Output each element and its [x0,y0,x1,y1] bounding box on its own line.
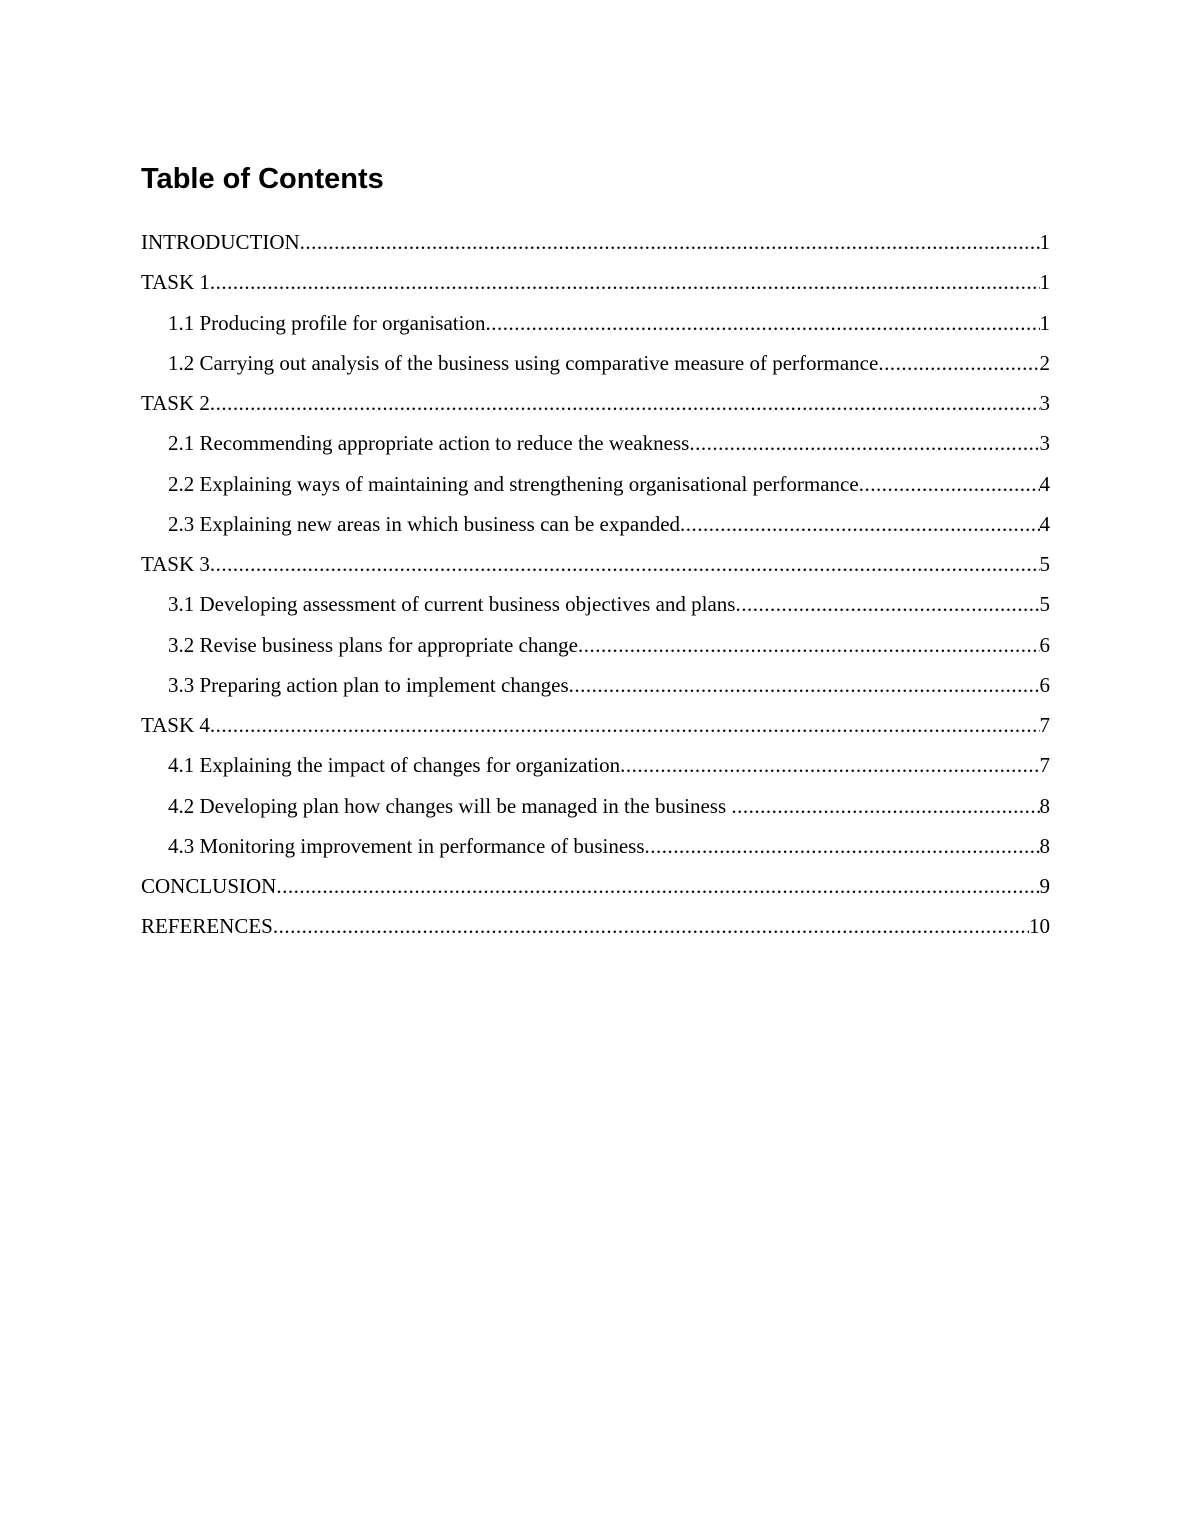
toc-entry-conclusion[interactable] [141,872,1050,912]
toc-dot-leader [276,872,1039,901]
toc-entry-2-2[interactable] [141,470,1050,510]
toc-dot-leader [578,631,1040,660]
toc-page-number: 4 [1039,471,1050,496]
toc-entry-label: 4.3 Monitoring improvement in performance of business [168,833,645,858]
toc-dot-leader [680,510,1039,539]
toc-entry-4-2[interactable] [141,792,1050,832]
toc-dot-leader [210,389,1040,418]
toc-page-number: 2 [1039,350,1050,375]
toc-dot-leader [485,309,1039,338]
toc-page-number: 10 [1029,914,1050,939]
toc-entry-label: 3.3 Preparing action plan to implement changes [168,672,569,697]
toc-page-number: 1 [1039,270,1050,295]
toc-page-number: 4 [1039,511,1050,536]
toc-entry-1-1[interactable] [141,309,1050,349]
toc-dot-leader [878,349,1039,378]
toc-page-number: 8 [1039,793,1050,818]
toc-entry-label: REFERENCES [141,914,273,939]
toc-entry-label: 2.1 Recommending appropriate action to reduce the weakness [168,431,690,456]
toc-page-number: 8 [1039,833,1050,858]
toc-dot-leader [210,550,1040,579]
toc-entry-3-1[interactable] [141,590,1050,630]
toc-heading: Table of Contents [141,163,384,195]
toc-dot-leader [569,671,1040,700]
toc-entry-3-2[interactable] [141,631,1050,671]
toc-page-number: 6 [1039,672,1050,697]
toc-page-number: 5 [1039,552,1050,576]
toc-entry-4-1[interactable] [141,751,1050,791]
toc-page-number: 3 [1039,431,1050,456]
toc-entry-2-3[interactable] [141,510,1050,550]
toc-entry-2-1[interactable] [141,429,1050,469]
toc-entry-label: 1.2 Carrying out analysis of the business using comparative measure of performance [168,350,879,375]
toc-dot-leader [273,912,1029,941]
toc-entry-label: TASK 4 [141,713,210,737]
toc-entry-label: 2.3 Explaining new areas in which business can be expanded [168,511,681,536]
toc-entry-label: TASK 2 [141,391,210,415]
toc-entry-task-2[interactable] [141,389,1050,429]
toc-list [141,228,1050,953]
toc-entry-references[interactable] [141,912,1050,952]
toc-page-number: 3 [1039,391,1050,415]
toc-page-number: 7 [1039,713,1050,737]
toc-entry-label: 3.1 Developing assessment of current business objectives and plans [168,592,736,617]
toc-entry-4-3[interactable] [141,832,1050,872]
toc-page-number: 9 [1039,874,1050,898]
toc-entry-task-1[interactable] [141,268,1050,308]
toc-entry-task-4[interactable] [141,711,1050,751]
toc-dot-leader [210,268,1040,297]
toc-page-number: 6 [1039,632,1050,657]
toc-entry-task-3[interactable] [141,550,1050,590]
toc-entry-label: TASK 3 [141,552,210,576]
toc-entry-label: 2.2 Explaining ways of maintaining and strengthening organisational performance [168,471,859,496]
toc-dot-leader [859,470,1040,499]
toc-dot-leader [645,832,1040,861]
toc-page-number: 5 [1039,592,1050,617]
toc-dot-leader [210,711,1040,740]
toc-entry-label: 3.2 Revise business plans for appropriate change [168,632,578,657]
toc-entry-label: 4.2 Developing plan how changes will be managed in the business [168,793,732,818]
toc-dot-leader [735,590,1039,619]
toc-entry-label: CONCLUSION [141,874,277,898]
toc-entry-label: TASK 1 [141,270,210,295]
toc-entry-introduction[interactable] [141,228,1050,268]
toc-dot-leader [731,792,1039,821]
toc-dot-leader [620,751,1039,780]
toc-entry-label: 4.1 Explaining the impact of changes for organization [168,753,621,778]
toc-entry-1-2[interactable] [141,349,1050,389]
toc-entry-label: 1.1 Producing profile for organisation [168,310,486,335]
toc-dot-leader [689,429,1039,458]
toc-page-number: 1 [1039,310,1050,335]
toc-entry-3-3[interactable] [141,671,1050,711]
toc-page-number: 1 [1039,230,1050,254]
toc-entry-label: INTRODUCTION [141,230,300,254]
toc-page-number: 7 [1039,753,1050,778]
toc-dot-leader [300,228,1040,257]
